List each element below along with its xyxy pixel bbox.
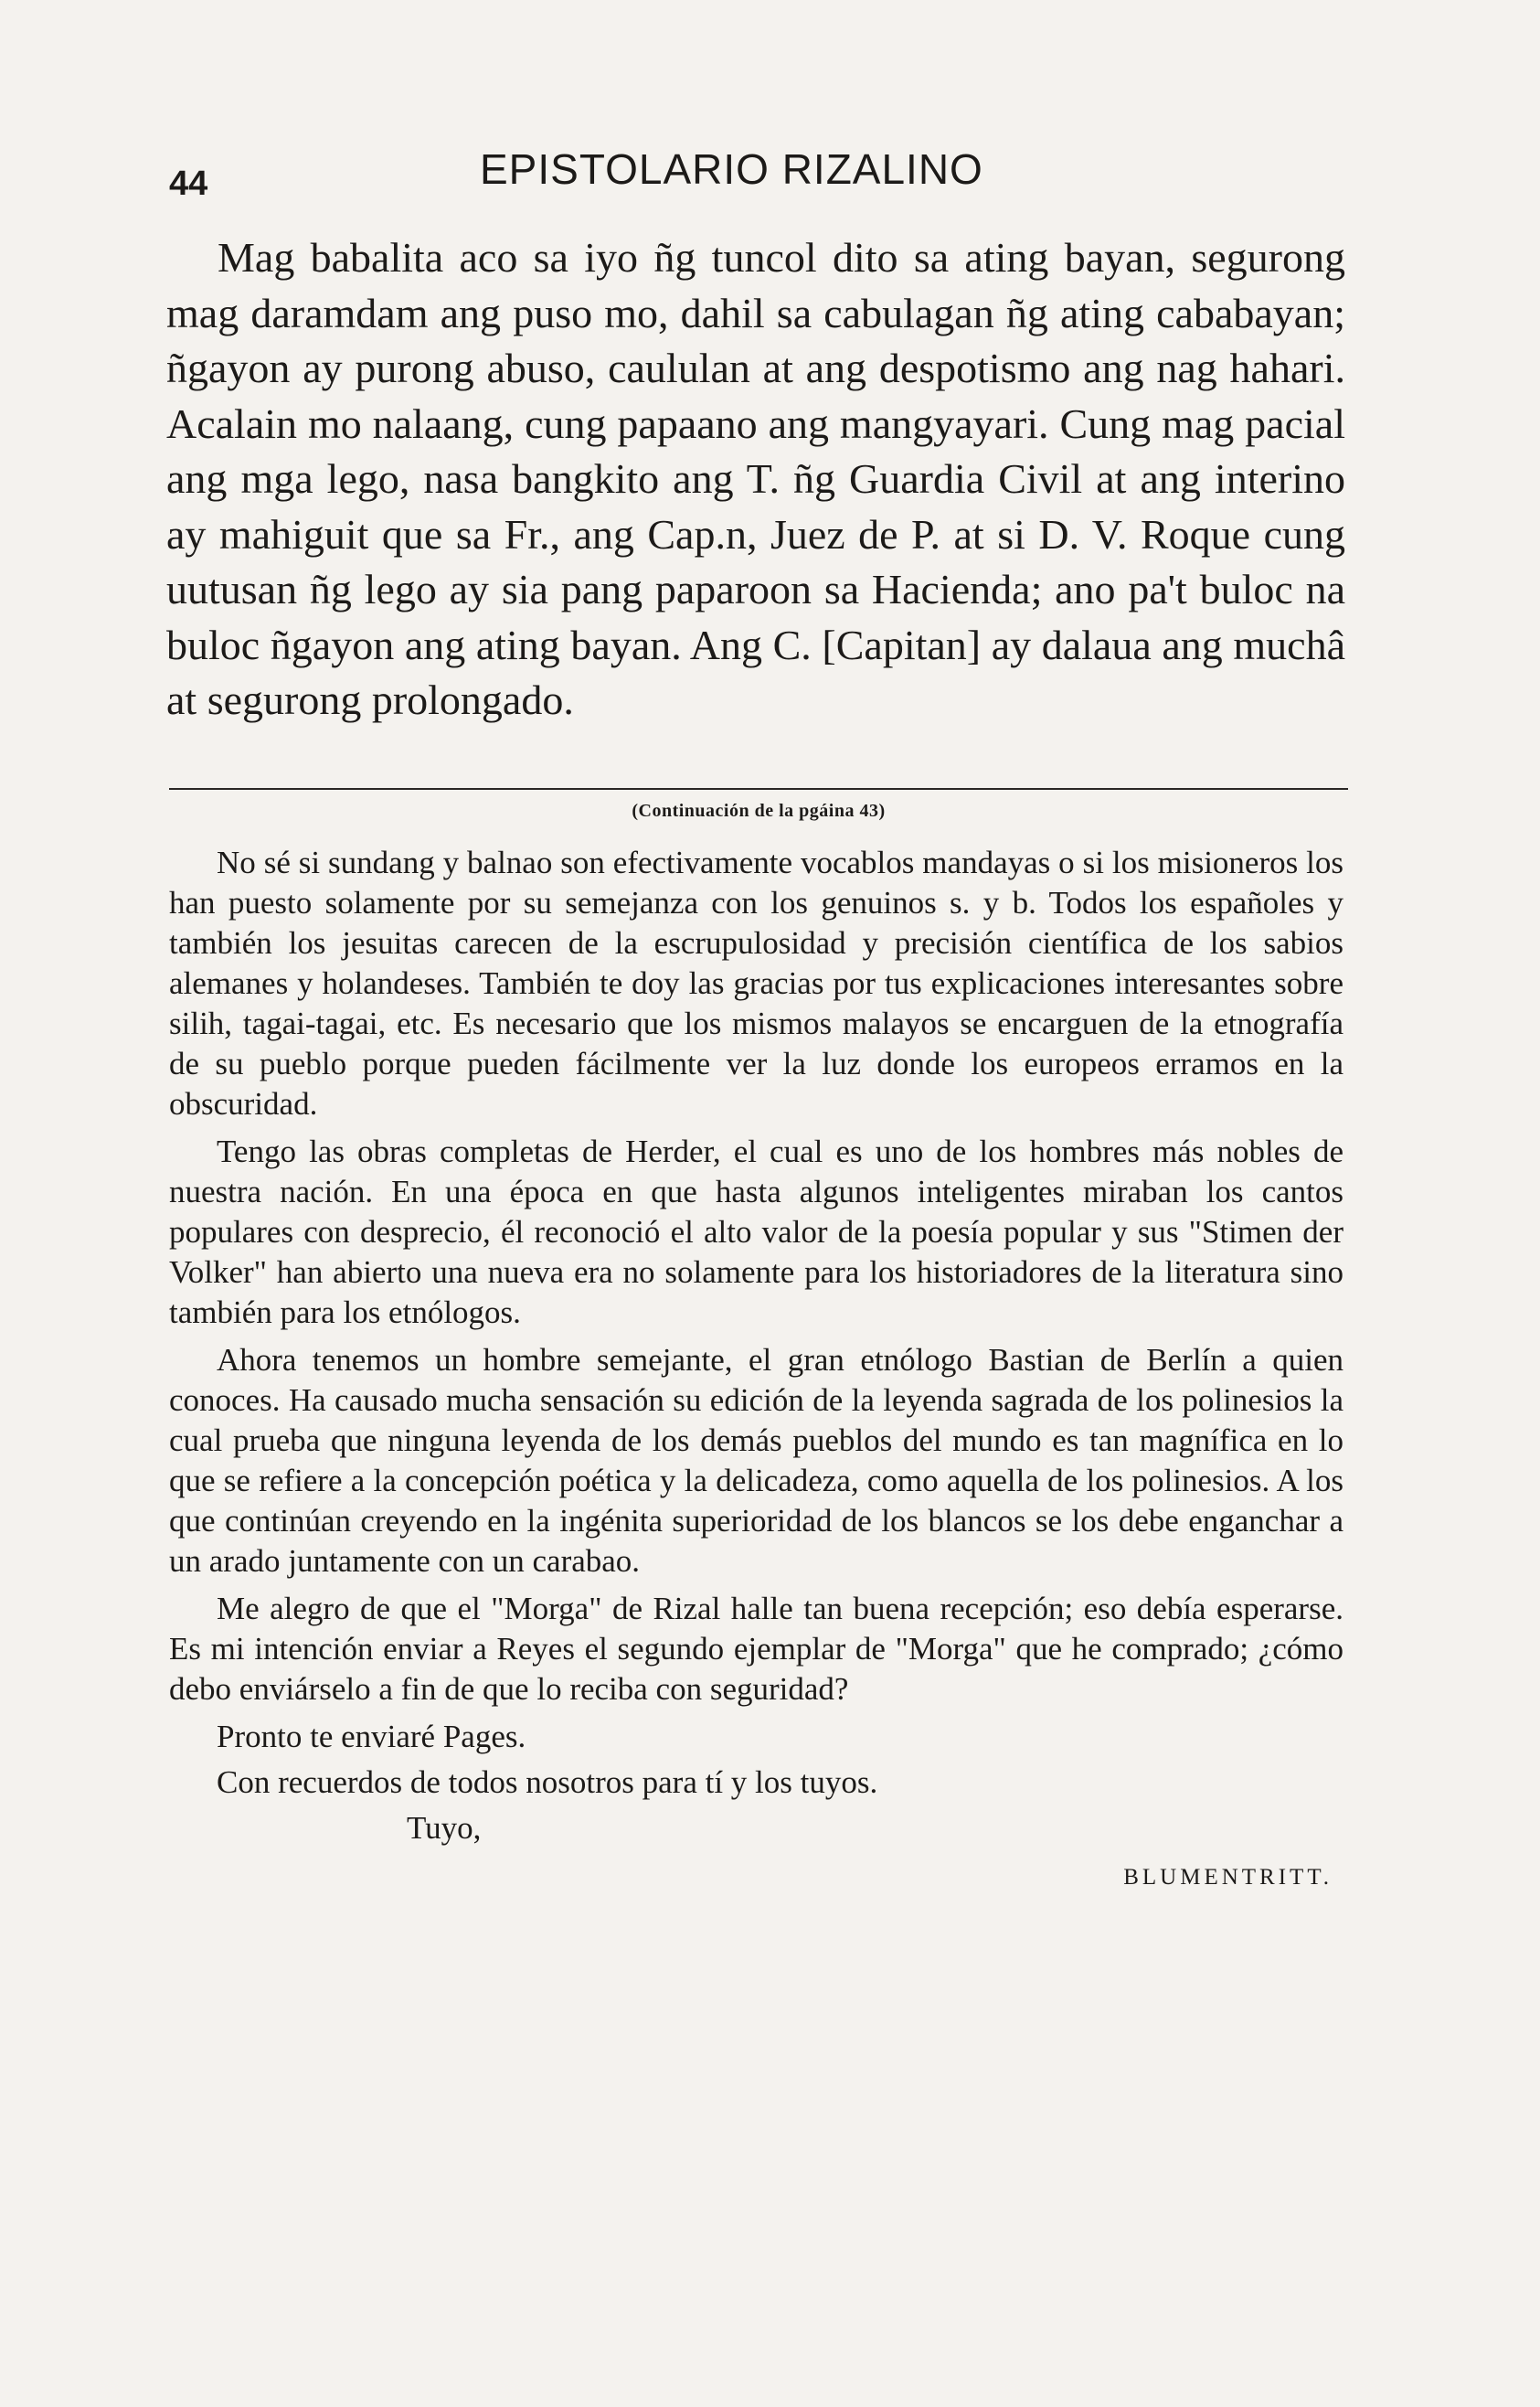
closing-line: Pronto te enviaré Pages. xyxy=(217,1719,526,1754)
main-paragraph: Mag babalita aco sa iyo ñg tuncol dito sa ating bayan, segurong mag daramdam ang puso mo, dahil sa cabulagan ñg ating cababayan; ñgayon ay purong abuso, caululan at ang despotismo ang nag hahari. Acalain mo nalaang, cung papaano ang mangyayari. Cung mag pacial ang mga lego, nasa bangkito ang T. ñg Guardia Civil at ang interino ay mahiguit que sa Fr., ang Cap.n, Juez de P. at si D. V. Roque cung uutusan ñg lego ay sia pang paparoon sa Hacienda; ano pa't buloc na buloc ñgayon ang ating bayan. Ang C. [Capitan] ay dalaua ang muchâ at segurong prolongado. xyxy=(166,234,1345,723)
footnote-paragraph: Ahora tenemos un hombre semejante, el gran etnólogo Bastian de Berlín a quien conoces. Ha causado mucha sensación su edición de la leyenda sagrada de los polinesios la cual prueba que ninguna leyenda de los demás pueblos del mundo es tan magnífica en lo que se refiere a la concepción poética y la delicadeza, como aquella de los polinesios. A los que continúan creyendo en la ingénita superioridad de los blancos se los debe enganchar a un arado juntamente con un carabao. xyxy=(169,1342,1344,1579)
footnote-paragraph: Tengo las obras completas de Herder, el cual es uno de los hombres más nobles de nuestra nación. En una época en que hasta algunos inteligentes miraban los cantos populares con desprecio, él reconoció el alto valor de la poesía popular y sus "Stimen der Volker" han abierto una nueva era no solamente para los historiadores de la literatura sino también para los etnólogos. xyxy=(169,1134,1344,1330)
footnote-divider xyxy=(169,788,1348,790)
valediction: Tuyo, xyxy=(407,1810,482,1846)
closing-line: Con recuerdos de todos nosotros para tí y los tuyos. xyxy=(217,1764,878,1800)
footnote-block xyxy=(169,843,1344,1898)
book-title: EPISTOLARIO RIZALINO xyxy=(480,145,983,193)
signature: BLUMENTRITT. xyxy=(1123,1865,1333,1890)
running-header xyxy=(169,144,1366,203)
footnote-caption: (Continuación de la pgáina 43) xyxy=(632,801,886,821)
page-number: 44 xyxy=(169,165,208,203)
footnote-paragraph: No sé si sundang y balnao son efectivamente vocablos mandayas o si los misioneros los han puesto solamente por su semejanza con los genuinos s. y b. Todos los españoles y también los jesuitas carecen de la escrupulosidad y precisión científica de los sabios alemanes y holandeses. También te doy las gracias por tus explicaciones interesantes sobre silih, tagai-tagai, etc. Es necesario que los mismos malayos se encarguen de la etnografía de su pueblo porque pueden fácilmente ver la luz donde los europeos erramos en la obscuridad. xyxy=(169,845,1344,1122)
footnote-paragraph: Me alegro de que el "Morga" de Rizal halle tan buena recepción; eso debía esperarse. Es mi intención enviar a Reyes el segundo ejemplar de "Morga" que he comprado; ¿cómo debo enviárselo a fin de que lo reciba con seguridad? xyxy=(169,1591,1344,1707)
